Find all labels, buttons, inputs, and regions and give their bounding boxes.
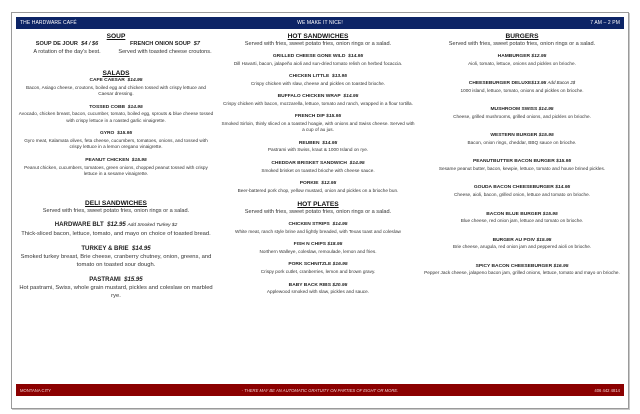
- menu-item: [220, 283, 416, 296]
- gratuity-note: - THERE MAY BE AN AUTOMATIC GRATUITY ON PARTIES OF EIGHT OR MORE.: [241, 387, 399, 393]
- menu-page: [11, 12, 629, 409]
- menu-item: [422, 238, 622, 251]
- item-name: TOSSED COBB: [89, 104, 126, 110]
- item-price: $15.95: [131, 158, 147, 164]
- item-price: $15.95: [326, 114, 342, 120]
- item-price: $14.95: [538, 107, 554, 113]
- item-price: $13.95: [331, 74, 347, 80]
- item-desc: Crispy chicken with slaw, cheese and pickles on toasted brioche.: [250, 80, 386, 86]
- item-name: PASTRAMI: [89, 275, 121, 283]
- menu-item: [18, 276, 214, 300]
- deli-title: DELI SANDWICHES: [85, 199, 147, 207]
- item-addon: Add Bacon 2$: [547, 80, 576, 86]
- item-price: $14.95: [343, 94, 359, 100]
- item-price: $14.95: [322, 140, 338, 146]
- item-price: $18.95: [327, 242, 343, 248]
- cafe-name: THE HARDWARE CAFÉ: [20, 20, 77, 26]
- item-name: MUSHROOM SWISS: [490, 107, 538, 113]
- item-name: CAFE CAESAR: [89, 78, 125, 83]
- item-name: PORK SCHNITZLE: [288, 262, 332, 268]
- menu-item: [220, 161, 416, 174]
- item-price: $15.95: [542, 211, 558, 217]
- item-name: BUFFALO CHICKEN WRAP: [277, 94, 341, 100]
- item-desc: Smoked brisket on toasted brioche with cheese sauce.: [261, 167, 375, 173]
- item-name: BURGER AU POIV: [492, 237, 536, 243]
- item-desc: Aioli, tomato, lettuce, onions and pickles on brioche.: [468, 60, 576, 66]
- menu-item: [220, 242, 416, 255]
- item-price: $15.95: [117, 131, 133, 137]
- item-desc: Dill Havarti, bacon, jalapeño aioli and sun-dried tomato relish on herbed focaccia.: [233, 60, 403, 66]
- item-price: $16.95: [553, 263, 569, 269]
- menu-item: [220, 54, 416, 67]
- item-desc: Avocado, chicken breast, bacon, cucumber, tomato, boiled egg, sprouts & blue cheese tossed with crispy lettuce in a roasted garlic vinaigrette.: [18, 111, 214, 123]
- item-addon: Add Smoked Turkey $2: [127, 222, 178, 228]
- hot-sandwiches-title: HOT SANDWICHES: [287, 33, 349, 40]
- hot-plates-title: HOT PLATES: [297, 201, 339, 209]
- hot-sandwiches-subtitle: Served with fries, sweet potato fries, onion rings or a salad.: [244, 41, 392, 47]
- item-name: REUBEN: [298, 140, 320, 146]
- item-desc: Applewood smoked with slaw, pickles and sauce.: [266, 289, 370, 295]
- item-name: GYRO: [99, 131, 115, 137]
- item-desc: Pepper Jack cheese, jalapeno bacon jam, grilled onions, lettuce, tomato and mayo on brioche.: [424, 270, 620, 276]
- item-desc: Smoked Sirloin, thinly sliced on a toasted hoagie, with onions and Swiss cheese. Served with a cup of au jus.: [221, 120, 415, 133]
- menu-item: [220, 114, 416, 134]
- item-price: $7: [193, 41, 200, 47]
- item-price: $14.95: [555, 185, 571, 191]
- item-desc: Thick-sliced bacon, lettuce, tomato, and mayo on choice of toasted bread.: [21, 230, 211, 237]
- item-name: GRILLED CHEESE GONE WILD: [272, 54, 346, 59]
- location: MONTANA CITY: [20, 387, 52, 393]
- menu-item: [18, 245, 214, 269]
- item-name: BABY BACK RIBS: [288, 282, 331, 288]
- phone-number: 406 442 4814: [594, 387, 620, 393]
- item-desc: Hot pastrami, Swiss, whole grain mustard, pickles and coleslaw on marbled rye.: [19, 284, 213, 299]
- item-price: $12.95: [321, 181, 337, 187]
- item-price: $14.95: [127, 78, 143, 83]
- hot-plates-items: [220, 222, 416, 295]
- item-price: $16.95: [332, 262, 348, 268]
- menu-item: [220, 94, 416, 107]
- menu-item: [422, 54, 622, 67]
- menu-item: [18, 131, 214, 151]
- menu-item: [422, 133, 622, 146]
- soup-title: SOUP: [106, 33, 126, 40]
- item-name: SPICY BACON CHEESEBURGER: [475, 263, 553, 269]
- item-name: FRENCH ONION SOUP: [130, 41, 191, 47]
- item-price: $14.95: [348, 54, 364, 59]
- item-name: TURKEY & BRIE: [81, 244, 129, 252]
- item-name: FRENCH DIP: [294, 114, 325, 120]
- deli-items: [18, 221, 214, 300]
- item-price: $12.95: [107, 220, 126, 228]
- item-desc: Bacon, onion rings, cheddar, BBQ sauce on brioche.: [467, 139, 577, 145]
- item-name: CHICKEN LITTLE: [289, 74, 330, 80]
- item-desc: Smoked turkey breast, Brie cheese, cranberry chutney, onion, greens, and tomato on toasted sour dough.: [20, 253, 212, 268]
- item-name: HARDWARE BLT: [54, 220, 104, 228]
- menu-item: [422, 212, 622, 225]
- menu-item: [422, 80, 622, 94]
- item-desc: Blue cheese, red onion jam, lettuce and tomato on brioche.: [460, 218, 584, 224]
- item-desc: Cheese, grilled mushrooms, grilled onions, and pickles on brioche.: [453, 113, 591, 119]
- item-desc: Gyro meat, Kalamata olives, feta cheese, cucumbers, tomatoes, onions, and tossed with crispy lettuce in a lemon oregano vinaigrette.: [24, 137, 208, 150]
- item-price: $14.95: [127, 104, 143, 110]
- menu-item: [18, 221, 214, 238]
- item-desc: Pastrami with Swiss, kraut & 1000 Island on rye.: [267, 147, 369, 153]
- column-right: [422, 33, 622, 284]
- item-name: HAMBURGER: [497, 54, 530, 59]
- item-name: PEANUT CHICKEN: [85, 158, 130, 164]
- soup-items: [18, 41, 214, 56]
- item-name: CHEESEBURGER DELUXE: [468, 81, 532, 87]
- burgers-items: [422, 54, 622, 277]
- item-desc: Brie cheese, arugula, red onion jam and peppered aioli on brioche.: [452, 244, 592, 250]
- hours: 7 AM – 2 PM: [590, 20, 620, 26]
- item-price: $20.95: [332, 282, 348, 288]
- item-desc: Bacon, Asiago cheese, croutons, boiled egg and chicken tossed with crispy lettuce and Caesar dressing.: [25, 84, 207, 97]
- hot-sandwiches-items: [220, 54, 416, 194]
- item-price: $14.95: [332, 222, 348, 228]
- item-name: BACON BLUE BURGER: [486, 211, 542, 217]
- header-bar: [16, 17, 624, 29]
- item-price: $15.95: [536, 237, 552, 243]
- item-name: GOUDA BACON CHEESEBURGER: [473, 185, 554, 191]
- item-desc: 1000 island, lettuce, tomato, onions and pickles on brioche.: [460, 87, 584, 93]
- item-price: $13.95: [531, 81, 547, 87]
- burgers-title: BURGERS: [505, 33, 539, 40]
- menu-item: [118, 41, 212, 56]
- menu-item: [220, 181, 416, 194]
- item-price: $15.95: [538, 133, 554, 139]
- menu-item: [220, 74, 416, 87]
- item-name: WESTERN BURGER: [490, 133, 538, 139]
- item-desc: Crispy chicken with bacon, mozzarella, lettuce, tomato and ranch, wrapped in a flour tortilla.: [223, 100, 413, 106]
- item-desc: White meat, ranch style brine and lightly breaded, with Texas toast and coleslaw: [235, 228, 401, 234]
- menu-item: [18, 158, 214, 178]
- item-name: SOUP DE JOUR: [35, 41, 78, 47]
- footer-bar: [16, 384, 624, 396]
- item-desc: Northern Walleye, coleslaw, remoulade, lemon and fries.: [259, 248, 377, 254]
- menu-item: [422, 264, 622, 277]
- menu-item: [422, 185, 622, 198]
- item-desc: Crispy pork cutlet, cranberries, lemon and brown gravy.: [260, 268, 376, 274]
- item-name: CHEDDAR BRISKET SANDWICH: [271, 161, 347, 167]
- slogan: WE MAKE IT NICE!: [297, 20, 343, 26]
- item-price: $15.95: [124, 275, 143, 283]
- menu-item: [220, 222, 416, 235]
- item-desc: Peanut chicken, cucumbers, tomatoes, green onions, chopped peanut tossed with crispy lettuce in a sesame vinaigrette.: [24, 164, 208, 177]
- menu-item: [220, 262, 416, 275]
- salads-title: SALADS: [102, 70, 130, 77]
- item-price: $14.95: [349, 161, 365, 167]
- hot-plates-subtitle: Served with fries, sweet potato fries, onion rings or a salad.: [244, 209, 392, 216]
- column-left: [18, 33, 214, 307]
- item-price: $15.95: [556, 159, 572, 165]
- item-price: $14.95: [132, 244, 151, 252]
- menu-item: [422, 107, 622, 120]
- deli-subtitle: Served with fries, sweet potato fries, onion rings or a salad.: [42, 207, 190, 214]
- item-price: $4 / $6: [81, 41, 99, 47]
- burgers-subtitle: Served with fries, sweet potato fries, onion rings or a salad.: [448, 41, 596, 47]
- item-desc: Served with toasted cheese croutons.: [118, 48, 212, 55]
- menu-item: [422, 159, 622, 172]
- item-price: $12.95: [531, 54, 547, 59]
- menu-item: [20, 41, 114, 56]
- menu-item: [18, 78, 214, 98]
- menu-item: [18, 105, 214, 125]
- menu-item: [220, 141, 416, 154]
- salads-items: [18, 78, 214, 178]
- item-name: CHICKEN STRIPS: [288, 222, 330, 228]
- item-desc: Sesame peanut butter, bacon, kewpie, lettuce, tomato and house brined pickles.: [438, 165, 606, 171]
- item-desc: Cheese, aioli, bacon, grilled onion, lettuce and tomato on brioche.: [453, 191, 591, 197]
- column-middle: [220, 33, 416, 303]
- item-desc: A rotation of the day's best.: [33, 48, 101, 55]
- item-name: PEANUTBUTTER BACON BURGER: [472, 159, 555, 165]
- item-name: FISH N CHIPS: [293, 242, 326, 248]
- item-name: PORKIE: [299, 181, 319, 187]
- item-desc: Beer-battered pork chop, yellow mustard, onion and pickles on a brioche bun.: [237, 187, 399, 193]
